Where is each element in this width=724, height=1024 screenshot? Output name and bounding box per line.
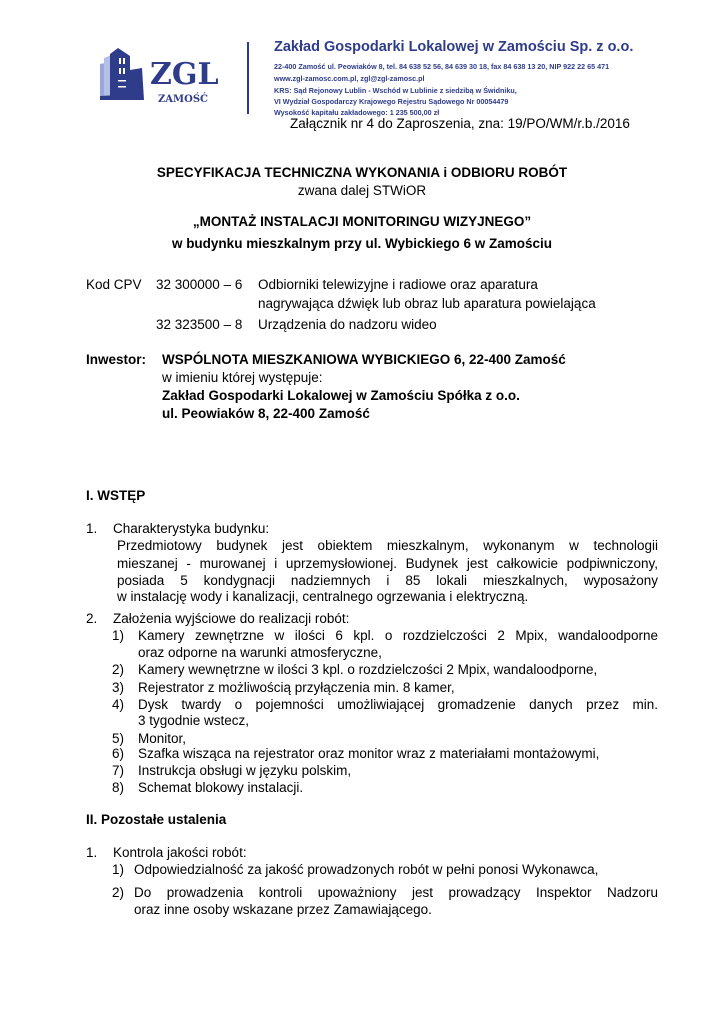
item-1-title: Kontrola jakości robót: [113,845,247,860]
item-1-line: mieszanej - murowanej i uprzemysłowionej. Budynek jest całkowicie podpiwniczony, [117,556,658,571]
cpv-label: Kod CPV [86,277,142,292]
sub-item-text: Dysk twardy o pojemności umożliwiającej gromadzenie danych przez min. [138,697,658,712]
project-location: w budynku mieszkalnym przy ul. Wybickiego 6 w Zamościu [171,236,553,251]
sub-item-text-cont: 3 tygodnie wstecz, [138,713,250,728]
section-2-heading: II. Pozostałe ustalenia [86,812,227,827]
sub-item-text: Schemat blokowy instalacji. [138,780,304,795]
sub-item-number: 6) [112,746,125,761]
investor-on-behalf: w imieniu której występuje: [162,370,323,385]
cpv-code-2: 32 323500 – 8 [156,317,243,332]
item-2-number: 2. [86,611,98,626]
sub-item-text-cont: oraz inne osoby wskazane przez Zamawiającego. [134,902,432,917]
sub-item-number: 8) [112,780,125,795]
sub-item-text-cont: oraz odporne na warunki atmosferyczne, [138,645,382,660]
sub-item-text: Szafka wisząca na rejestrator oraz monitor wraz z materiałami montażowymi, [138,746,600,761]
investor-org: Zakład Gospodarki Lokalowej w Zamościu Spółka z o.o. [162,388,520,403]
sub-item-number: 5) [112,731,125,746]
investor-name: WSPÓLNOTA MIESZKANIOWA WYBICKIEGO 6, 22-400 Zamość [162,352,566,367]
company-krs-2: VI Wydział Gospodarczy Krajowego Rejestru Sądowego Nr 00054479 [274,97,509,106]
company-web: www.zgl-zamosc.com.pl, zgl@zgl-zamosc.pl [274,74,425,83]
logo-city: ZAMOŚĆ [158,94,209,105]
item-1-line: w instalację wody i kanalizacji, centralnego ogrzewania i elektryczną. [117,589,529,604]
sub-item-text: Kamery wewnętrzne w ilości 3 kpl. o rozdzielczości 2 Mpix, wandaloodporne, [138,662,598,677]
company-logo [100,44,235,106]
item-2-title: Założenia wyjściowe do realizacji robót: [113,611,350,626]
sub-item-number: 7) [112,763,125,778]
sub-item-text: Instrukcja obsługi w języku polskim, [138,763,352,778]
document-subtitle: zwana dalej STWiOR [297,183,427,198]
company-capital: Wysokość kapitału zakładowego: 1 235 500,00 zł [274,108,440,117]
sub-item-number: 3) [112,680,125,695]
logo-text: ZGL [150,57,219,92]
item-1-title: Charakterystyka budynku: [113,521,270,536]
sub-item-number: 2) [112,662,125,677]
company-name: Zakład Gospodarki Lokalowej w Zamościu Sp. z o.o. [274,39,634,55]
document-title: SPECYFIKACJA TECHNICZNA WYKONANIA i ODBIORU ROBÓT [156,165,568,180]
investor-address: ul. Peowiaków 8, 22-400 Zamość [162,406,370,421]
sub-item-number: 4) [112,697,125,712]
sub-item-number: 1) [112,862,125,877]
item-1-number: 1. [86,521,98,536]
company-krs: KRS: Sąd Rejonowy Lublin - Wschód w Lublinie z siedzibą w Świdniku, [274,86,517,95]
sub-item-number: 2) [112,885,125,900]
investor-label: Inwestor: [86,352,147,367]
sub-item-text: Odpowiedzialność za jakość prowadzonych robót w pełni ponosi Wykonawca, [134,862,599,877]
sub-item-text: Monitor, [138,731,187,746]
header-divider [247,42,249,114]
item-1-line: posiada 5 kondygnacji nadziemnych i 85 lokali mieszkalnych, wyposażony [117,573,658,588]
cpv-desc-1b: nagrywająca dźwięk lub obraz lub aparatura powielająca [258,296,596,311]
cpv-code-1: 32 300000 – 6 [156,277,243,292]
section-1-heading: I. WSTĘP [86,488,146,503]
item-1-line: Przedmiotowy budynek jest obiektem mieszkalnym, wykonanym w technologii [117,538,658,553]
item-1-number: 1. [86,845,98,860]
cpv-desc-1a: Odbiorniki telewizyjne i radiowe oraz aparatura [258,277,538,292]
sub-item-text: Kamery zewnętrzne w ilości 6 kpl. o rozdzielczości 2 Mpix, wandaloodporne [138,628,658,643]
sub-item-text: Rejestrator z możliwością przyłączenia min. 8 kamer, [138,680,455,695]
sub-item-text: Do prowadzenia kontroli upoważniony jest prowadzący Inspektor Nadzoru [134,885,658,900]
attachment-note: Załącznik nr 4 do Zaproszenia, zna: 19/PO/WM/r.b./2016 [290,116,630,131]
company-address: 22-400 Zamość ul. Peowiaków 8, tel. 84 638 52 56, 84 639 30 18, fax 84 638 13 20, NIP 922 22 65 471 [274,62,610,71]
cpv-desc-2: Urządzenia do nadzoru wideo [258,317,437,332]
project-title: „MONTAŻ INSTALACJI MONITORINGU WIZYJNEGO” [192,214,532,229]
sub-item-number: 1) [112,628,125,643]
